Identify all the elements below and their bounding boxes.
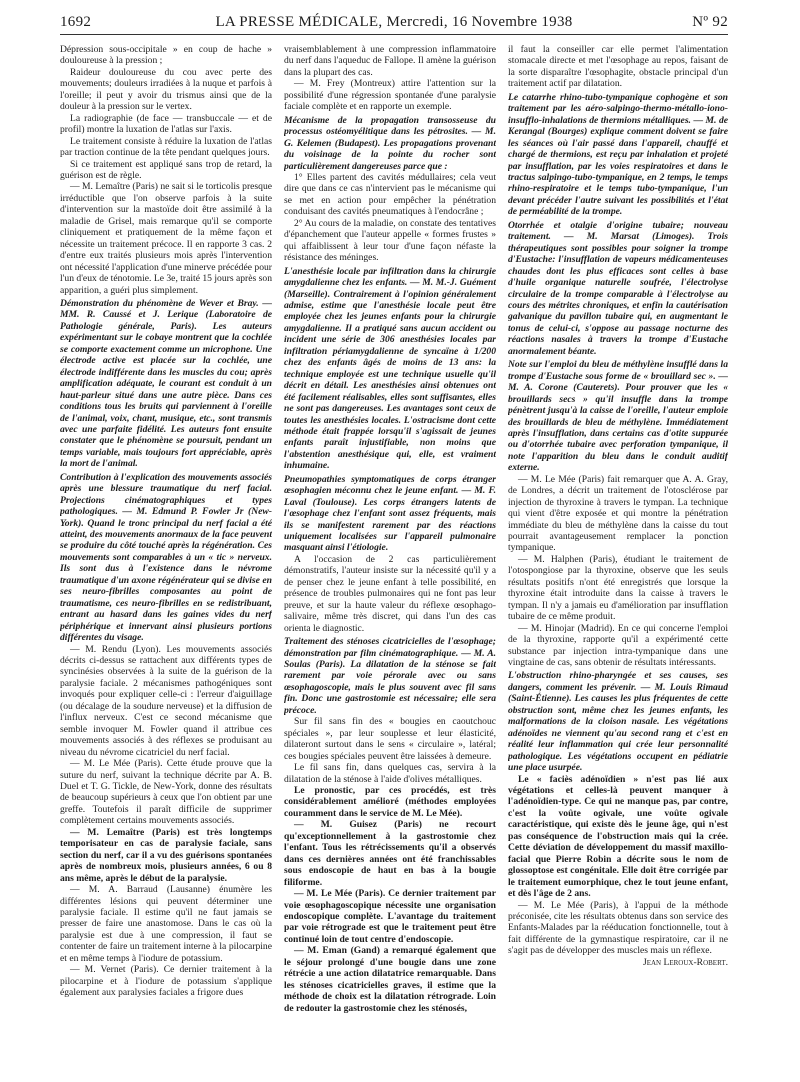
paragraph: Raideur douloureuse du cou avec perte des mouvements; douleurs irradiées à la nuque et parfois à l'oreille; il peut y avoir du trismus ainsi que de la douleur à la pression sur le vertex. bbox=[60, 66, 272, 113]
section-heading-paragraph: Le catarrhe rhino-tubo-tympanique cophogène et son traitement par les aéro-salpingo-thermo-métallo-iono-insufflo-inhalations de thermions métalliques. — M. de Kerangal (Bourges) explique comment doivent se faire les séances où l'air passé dans l'appareil, chauffé et chargé de thermions, est reçu par inhalation et projeté par insufflation, par les voies respiratoires et dans le tractus salpingo-tubo-tympanique, en 2 temps, le temps rhino-respiratoire et le temps tubo-tympanique, l'un devant précéder l'autre suivant les possibilités et l'état de perméabilité de la trompe. bbox=[508, 91, 728, 218]
paragraph: — M. Halphen (Paris), étudiant le traitement de l'otospongiose par la thyroxine, observe que les seuls résultats positifs n'ont été enregistrés que lorsque la thyroxine était introduite dans la caisse à travers le tympan. Il n'y a jamais eu d'amélioration par insufflation tubaire de ce même produit. bbox=[508, 553, 728, 623]
paragraph: — M. Guisez (Paris) ne recourt qu'exceptionnellement à la gastrostomie chez l'enfant. Tous les rétrécissements qu'il a observés dans ces dernières années ont été franchissables sous endoscopie de haut en bas à la bougie filiforme. bbox=[284, 819, 496, 888]
paragraph: Le traitement consiste à réduire la luxation de l'atlas par traction continue de la tête pendant quelques jours. bbox=[60, 135, 272, 159]
header-rule bbox=[60, 34, 728, 35]
paragraph: — M. Le Mée (Paris) fait remarquer que A. A. Gray, de Londres, a décrit un traitement de l'otosclérose par injection de thyroxine à travers le tympan. La technique qui vient d'être exposée et qui montre la pénétration immédiate du bleu de méthylène dans la caisse du tout pourrait avantageusement remplacer la ponction tympanique. bbox=[508, 473, 728, 554]
paragraph: Le pronostic, par ces procédés, est très considérablement amélioré (méthodes employées couramment dans le service de M. Le Mée). bbox=[284, 785, 496, 819]
paragraph: Sur fil sans fin des « bougies en caoutchouc spéciales », par leur souplesse et leur élasticité, dilateront surtout dans le sens « circulaire », latéral; ces bougies spéciales peuvent être laissées à demeure. bbox=[284, 716, 496, 762]
paragraph: il faut la conseiller car elle permet l'alimentation stomacale directe et met l'œsophage au repos, faisant de la sorte disparaître l'œsophagite, obstacle principal d'un traitement actif par dilatation. bbox=[508, 44, 728, 90]
paragraph: — M. Le Mée (Paris). Ce dernier traitement par voie œsophagoscopique nécessite une organisation endoscopique complète. L'avantage du traitement par voie rétrograde est que le traitement peut être continué loin de tout centre d'endoscopie. bbox=[284, 888, 496, 945]
paragraph: — M. Lemaître (Paris) est très longtemps temporisateur en cas de paralysie faciale, sans section du nerf, car il a vu des guérisons spontanées après de nombreux mois, plusieurs années, 6 ou 8 ans même, après le début de la paralysie. bbox=[60, 826, 272, 884]
paragraph: — M. Lemaître (Paris) ne sait si le torticolis presque irréductible que l'on observe parfois à la suite d'intervention sur la mastoïde doit être assimilé à la maladie de Grisel, mais remarque qu'il se comporte cliniquement et pratiquement de la même façon et nécessite un traitement précoce. Il en rapporte 3 cas. 2 d'entre eux traités plusieurs mois après l'intervention ont nécessité l'application d'une minerve précédée pour l'un d'eux de ténotomie. Le 3e, traité 15 jours après son apparition, a guéri plus simplement. bbox=[60, 181, 272, 296]
paragraph: — M. Hinojar (Madrid). En ce qui concerne l'emploi de la thyroxine, rapporte qu'il a expérimenté cette substance par injection intra-tympanique dans une vingtaine de cas, sans obtenir de résultats intéressants. bbox=[508, 622, 728, 669]
paragraph: Le « faciès adénoïdien » n'est pas lié aux végétations et celles-là peuvent manquer à l'adénoïdien-type. Ce qui ne manque pas, par contre, c'est la voûte ogivale, une voûte ogivale caractéristique, qui existe dès le jeune âge, qui n'est pas conséquence de l'obstruction mais qui la crée. Cette déviation de développement du massif maxillo-facial que Pierre Robin a décrite sous le nom de glossoptose est congénitale. Elle doit être corrigée par le traitement eumorphique, chez le tout jeune enfant, et dès l'âge de 2 ans. bbox=[508, 773, 728, 900]
section-heading-paragraph: Démonstration du phénomène de Wever et Bray. — MM. R. Caussé et J. Lerique (Laboratoire de Pathologie générale, Paris). Les auteurs expérimentant sur le cobaye montrent que la cochlée se comporte exactement comme un microphone. Une électrode active est placée sur la cochlée, une électrode indifférente dans les muscles du cou; après amplification adéquate, le courant est conduit à un haut-parleur situé dans une autre pièce. Dans ces conditions tous les bruits qui parviennent à l'oreille de l'animal, voix, chant, musique, etc., sont transmis avec une parfaite fidélité. Les auteurs font ensuite constater que le phénomène se poursuit, pendant un temps variable, mais toujours fort appréciable, après la mort de l'animal. bbox=[60, 297, 272, 470]
section-heading-paragraph: Note sur l'emploi du bleu de méthylène insufflé dans la trompe d'Eustache sous forme de « brouillard sec ». — M. A. Corone (Cauterets). Pour prouver que les « brouillards secs » qu'il insuffle dans la trompe pénètrent jusqu'à la caisse de l'oreille, l'auteur emploie des brouillards de bleu de méthylène. Immédiatement après l'insufflation, dans certains cas d'otite suppurée ou d'otorrhée tubaire avec perforation tympanique, il note l'apparition du bleu dans le conduit auditif externe. bbox=[508, 359, 728, 474]
section-heading-paragraph: Pneumopathies symptomatiques de corps étranger œsophagien méconnu chez le jeune enfant. — M. F. Laval (Toulouse). Les corps étrangers latents de l'œsophage chez l'enfant sont assez fréquents, mais ils se manifestent rarement par des réactions uniquement localisées sur l'appareil pulmonaire masquant ainsi l'étiologie. bbox=[284, 473, 496, 554]
paragraph: Dépression sous-occipitale » en coup de hache » douloureuse à la pression ; bbox=[60, 44, 272, 67]
section-heading-paragraph: Mécanisme de la propagation transosseuse du processus ostéomyélitique dans les pétrosites. — M. G. Kelemen (Budapest). Les propagations provenant du voisinage de la pointe du rocher sont particulièrement dangereuses parce que : bbox=[284, 114, 496, 172]
paragraph: A l'occasion de 2 cas particulièrement démonstratifs, l'auteur insiste sur la nécessité qu'il y a de penser chez le jeune enfant à telle possibilité, en présence de troubles pulmonaires qui ne font pas leur preuve, et sur la haute valeur du réflexe œsophago-salivaire, même très discret, qui dans l'un des cas orienta le diagnostic. bbox=[284, 553, 496, 634]
paragraph: — M. Le Mée (Paris). Cette étude prouve que la suture du nerf, suivant la technique décrite par A. B. Duel et T. G. Tickle, de New-York, donne des résultats de beaucoup supérieurs à ceux que l'on obtient par une greffe. Toutefois il paraît difficile de supprimer complètement certains mouvements associés. bbox=[60, 758, 272, 827]
paragraph: 1° Elles partent des cavités médullaires; cela veut dire que dans ce cas n'intervient pas le mécanisme qui se met en action pour empêcher la pénétration conduisant des cavités pneumatiques à l'endocrâne ; bbox=[284, 171, 496, 218]
paragraph: Si ce traitement est appliqué sans trop de retard, la guérison est de règle. bbox=[60, 158, 272, 181]
section-heading-paragraph: Traitement des sténoses cicatricielles de l'œsophage; démonstration par film cinématographique. — M. A. Soulas (Paris). La dilatation de la sténose se fait rarement par voie pérorale avec ou sans œsophagoscopie, mais le plus souvent avec fil sans fin. Donc une gastrostomie est nécessaire; elle sera précoce. bbox=[284, 636, 496, 716]
paragraph: — M. Frey (Montreux) attire l'attention sur la possibilité d'une régression spontanée d'une paralysie faciale complète et en rapporte un exemple. bbox=[284, 78, 496, 113]
section-heading-paragraph: L'anesthésie locale par infiltration dans la chirurgie amygdalienne chez les enfants. — M. M.-J. Guément (Marseille). Contrairement à l'opinion généralement admise, estime que l'anesthésie locale peut être employée chez les jeunes enfants pour la chirurgie amygdalienne. Il a pratiqué sans aucun accident ou incident une série de 306 anesthésies locales par infiltration périamygdalienne de syncaïne à 1/200 chez des enfants âgés de moins de 13 ans: la technique employée est une technique usuelle qu'il décrit en détail. Les anesthésies ainsi obtenues ont été facilement réalisables, elles sont suffisantes, elles ne sont pas dangereuses. Les avantages sont ceux de toutes les anesthésies locales. L'ostracisme dont cette méthode était frappée lorsqu'il s'agissait de jeunes enfants paraît injustifiable, non moins que l'abstention anesthésique qui, elle, est vraiment inhumaine. bbox=[284, 265, 496, 472]
paragraph: — M. Eman (Gand) a remarqué également que le séjour prolongé d'une bougie dans une zone rétrécie a une action dilatatrice remarquable. Dans les sténoses cicatricielles graves, il estime que la méthode de choix est la dilatation rétrograde. Loin de redouter la gastrostomie chez les sténosés, bbox=[284, 945, 496, 1014]
section-heading-paragraph: L'obstruction rhino-pharyngée et ses causes, ses dangers, comment les prévenir. — M. Louis Rimaud (Saint-Étienne). Les causes les plus fréquentes de cette obstruction sont, même chez les jeunes enfants, les malformations de la cloison nasale. Les végétations adénoïdes ne viennent qu'au second rang et c'est en réalité leur inflammation qui crée leur personnalité pathologique. Les végétations occupent en pédiatrie une place usurpée. bbox=[508, 670, 728, 774]
journal-title: LA PRESSE MÉDICALE, Mercredi, 16 Novembre 1938 bbox=[215, 14, 573, 30]
paragraph: — M. Vernet (Paris). Ce dernier traitement à la pilocarpine et à l'iodure de potassium s'applique également aux paralysies faciales a frigore dues bbox=[60, 964, 272, 999]
section-heading-paragraph: Contribution à l'explication des mouvements associés après une blessure traumatique du nerf facial. Projections cinématographiques et types pathologiques. — M. Edmund P. Fowler Jr (New-York). Quand le tronc principal du nerf facial a été atteint, des mouvements anormaux de la face peuvent se produire du côté touché après la régénération. Ces mouvements sont comparables à un « tic » nerveux. Ils sont dus à l'existence dans le névrome traumatique d'un axone régénérateur qui se divise en ses neuro-fibrilles composantes au point de traumatisme, ces neuro-fibrilles en se redistribuant, entrant au hasard dans les gaines vides du nerf périphérique et innervant ainsi plusieurs portions différentes du visage. bbox=[60, 471, 272, 644]
column-3 bbox=[508, 44, 728, 1074]
paragraph: La radiographie (de face — transbuccale — et de profil) montre la luxation de l'atlas sur l'axis. bbox=[60, 112, 272, 136]
paragraph: — M. Le Mée (Paris), à l'appui de la méthode préconisée, cite les résultats obtenus dans son service des Enfants-Malades par la rééducation fonctionnelle, tout à fait différente de la gymnastique respiratoire, car il ne s'agit pas de développer des muscles mais un réflexe. bbox=[508, 899, 728, 957]
paragraph: vraisemblablement à une compression inflammatoire du nerf dans l'aqueduc de Fallope. Il amène la guérison dans la plupart des cas. bbox=[284, 44, 496, 78]
paragraph: Le fil sans fin, dans quelques cas, servira à la dilatation de la sténose à l'aide d'olives métalliques. bbox=[284, 762, 496, 785]
paragraph: 2° Au cours de la maladie, on constate des tentatives d'épanchement que l'auteur appelle « formes frustes » qui affaiblissent à leur tour d'une façon néfaste la résistance des méninges. bbox=[284, 217, 496, 264]
page-header bbox=[60, 14, 728, 36]
issue-number: Nº 92 bbox=[692, 14, 728, 30]
column-1 bbox=[60, 44, 272, 1074]
column-2 bbox=[284, 44, 496, 1074]
paragraph: — M. Rendu (Lyon). Les mouvements associés décrits ci-dessus se rattachent aux différents types de syncinésies observées à la suite de la guérison de la paralysie faciale. 2 mécanismes pathogéniques sont invoqués pour expliquer celle-ci : l'erreur d'aiguillage (ou décalage de la soudure nerveuse) et la diffusion de l'influx nerveux. C'est ce second mécanisme que semble invoquer M. Fowler quand il attribue ces mouvements associés à des réflexes se produisant au niveau du névrome cicatriciel du nerf facial. bbox=[60, 643, 272, 758]
paragraph: — M. A. Barraud (Lausanne) énumère les différentes lésions qui peuvent déterminer une paralysie faciale. Il estime qu'il ne faut jamais se presser de faire une anastomose. Dans le cas où la paralysie est due à une compression, il faut se contenter de faire un traitement interne à la pilocarpine et en même temps à l'iodure de potassium. bbox=[60, 884, 272, 964]
section-heading-paragraph: Otorrhée et otalgie d'origine tubaire; nouveau traitement. — M. Marsat (Limoges). Trois thérapeutiques sont possibles pour soigner la trompe d'Eustache: l'insufflation de vapeurs médicamenteuses chaudes dont les plus efficaces sont celles à base d'huile organique naturelle soufrée, l'électrolyse circulaire de la trompe comparable à l'électrolyse au cours des métrites chroniques, et enfin la cautérisation galvanique du pavillon tubaire qui, en augmentant le tonus de celui-ci, s'oppose au passage nocturne des réactions nasales à travers la trompe d'Eustache anormalement béante. bbox=[508, 219, 728, 357]
page-number: 1692 bbox=[60, 14, 92, 30]
author-signature: Jean Leroux-Robert. bbox=[642, 956, 728, 968]
